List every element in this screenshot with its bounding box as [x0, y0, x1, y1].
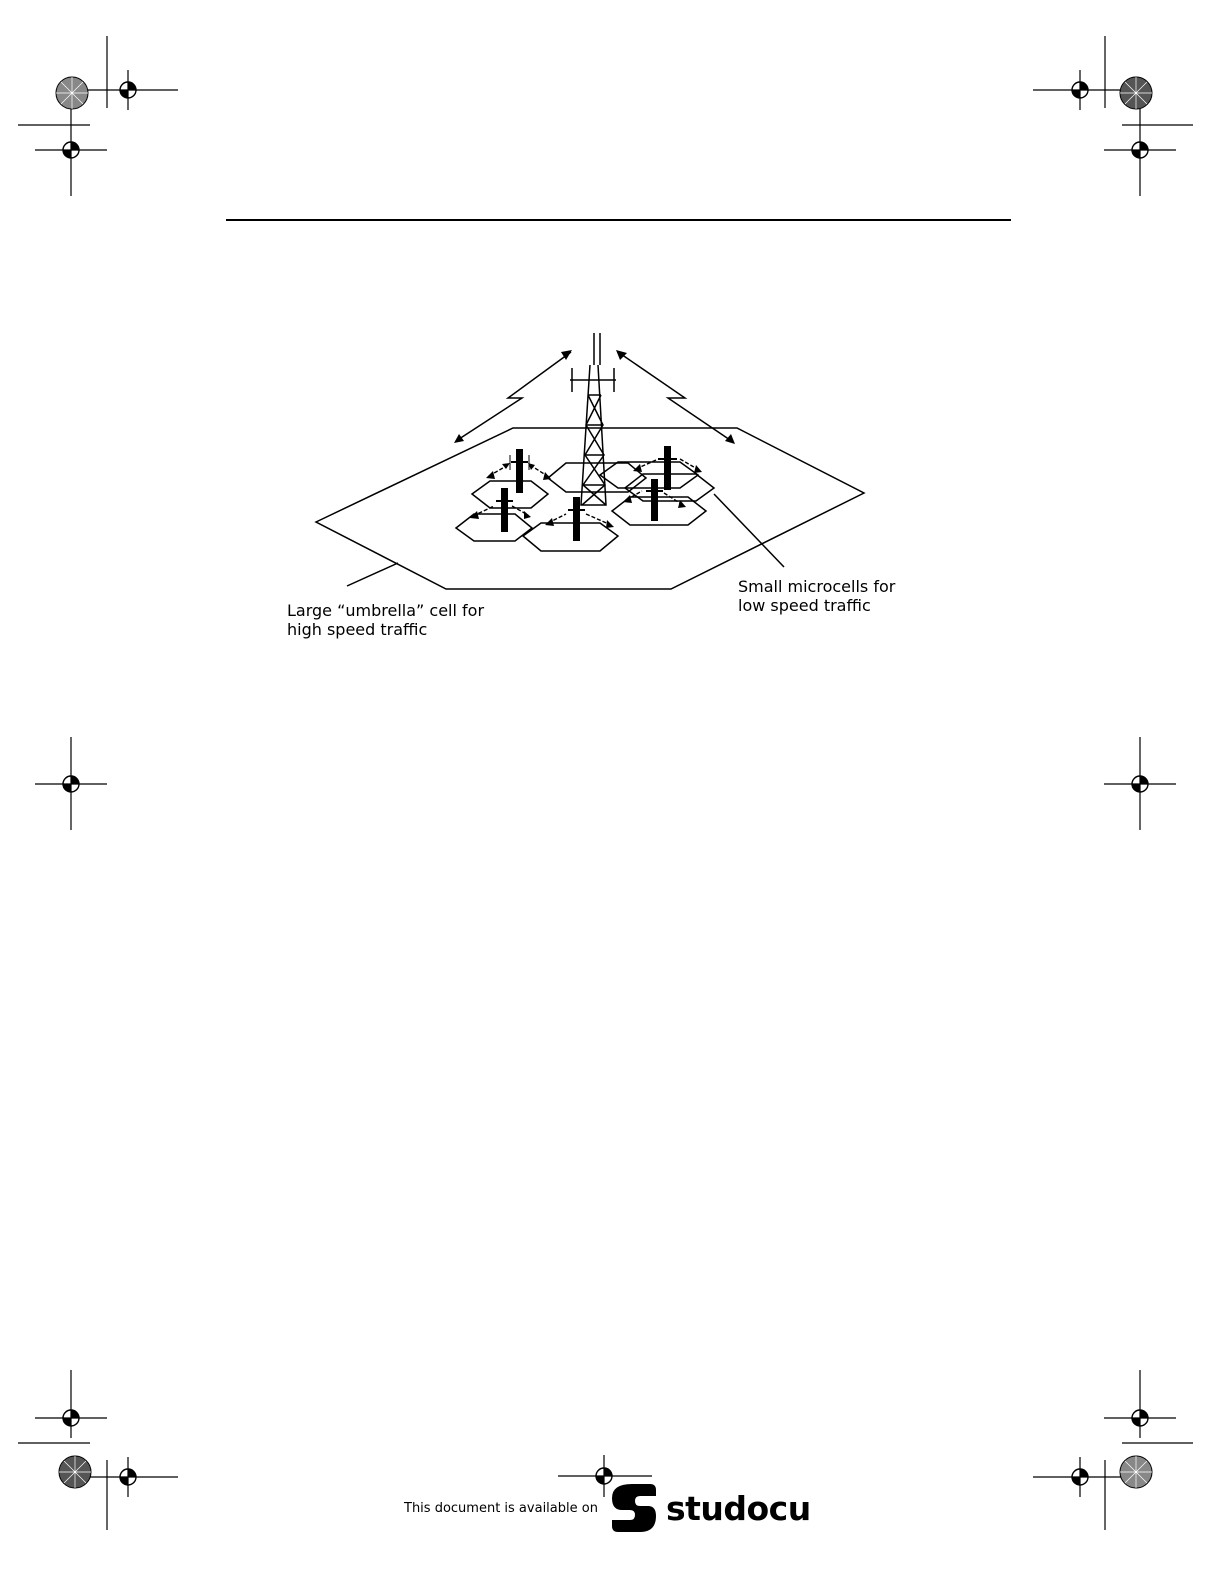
- microcell: [523, 523, 618, 551]
- umbrella-label-line2: high speed traffic: [287, 620, 428, 639]
- footer-text: This document is available on: [404, 1500, 598, 1516]
- microcell-label-line1: Small microcells for: [738, 577, 896, 596]
- microcell: [472, 481, 548, 508]
- microcell: [456, 514, 532, 541]
- microcell: [600, 462, 698, 488]
- studocu-wordmark: studocu: [665, 1488, 811, 1528]
- micro-tower: [496, 489, 513, 531]
- microcell-leader-line: [714, 494, 784, 567]
- umbrella-cell-label: [287, 601, 484, 639]
- umbrella-label-line1: Large “umbrella” cell for: [287, 601, 485, 620]
- studocu-logo-icon: [610, 1482, 658, 1534]
- micro-tower: [658, 447, 677, 489]
- microcell-label: [738, 577, 895, 615]
- umbrella-leader-line: [347, 563, 398, 586]
- microcell-label-line2: low speed traffic: [738, 596, 871, 615]
- footer-banner[interactable]: [404, 1480, 811, 1536]
- micro-tower: [510, 450, 529, 492]
- main-tower: [570, 333, 616, 505]
- micro-tower: [646, 480, 663, 520]
